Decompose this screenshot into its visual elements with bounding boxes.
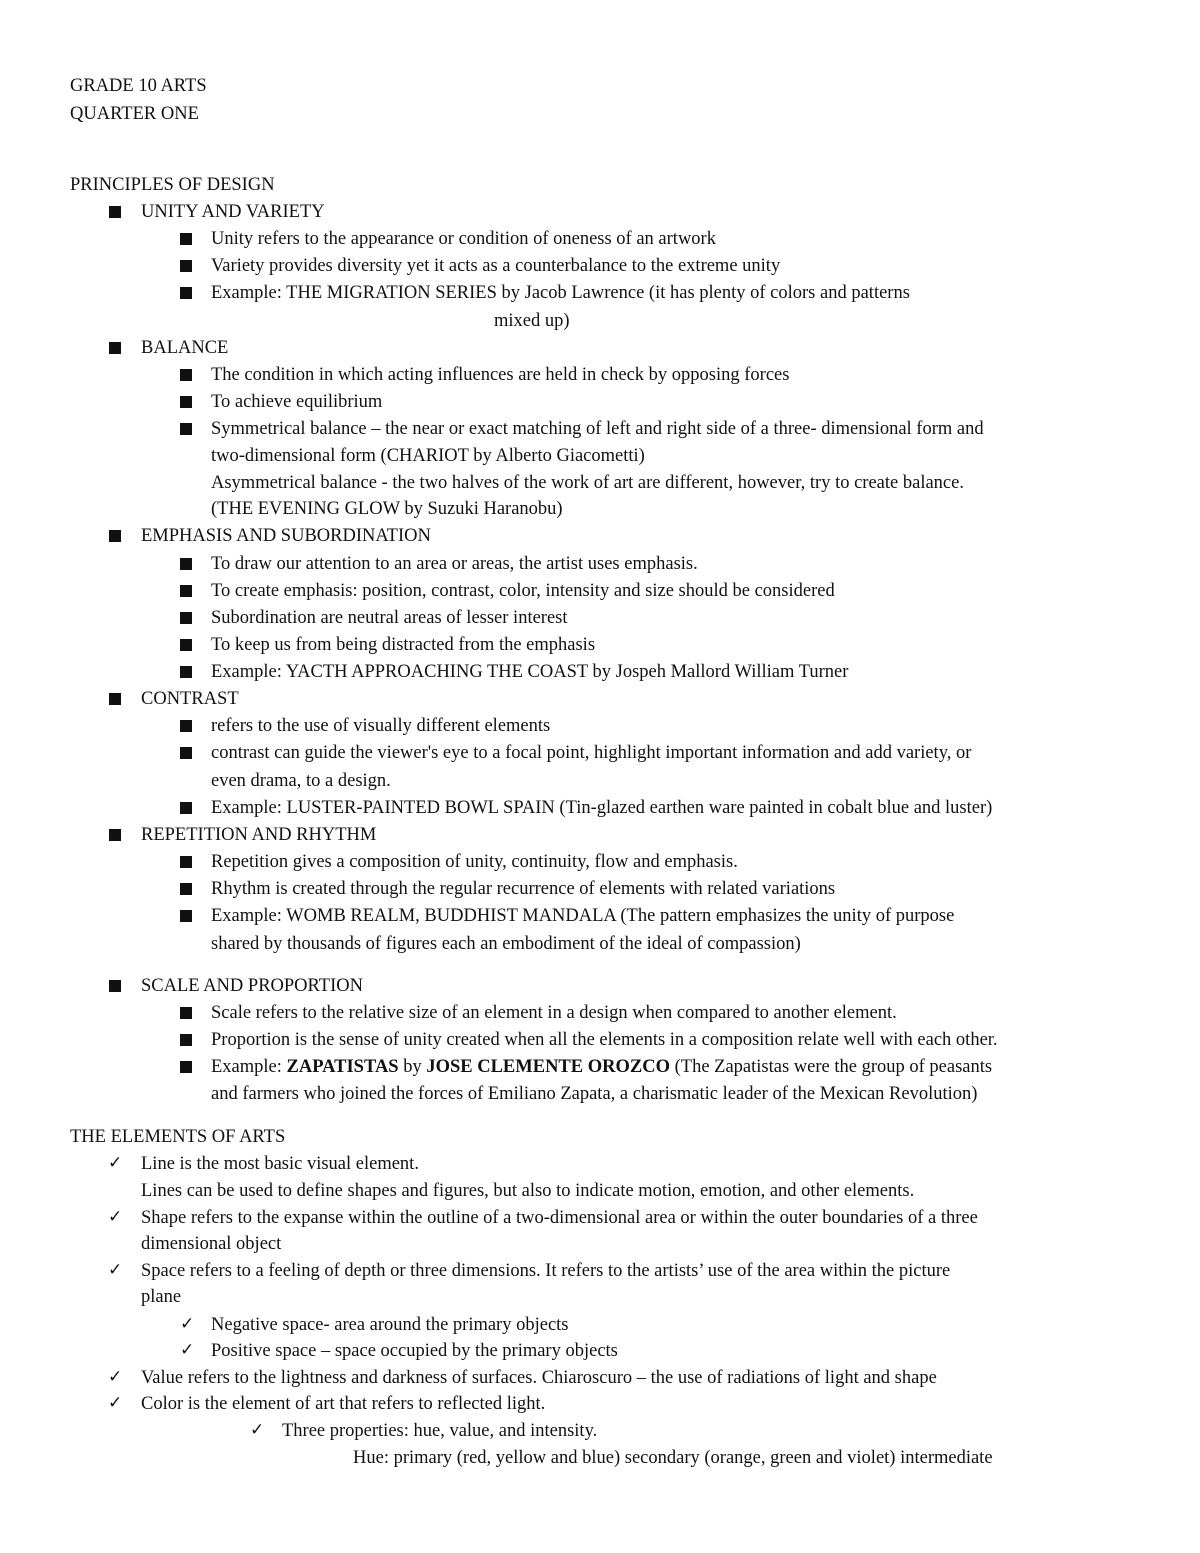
list-item: To draw our attention to an area or areas, the artist uses emphasis.	[211, 554, 698, 574]
list-item: refers to the use of visually different elements	[211, 716, 551, 736]
list-item: Scale refers to the relative size of an element in a design when compared to another element.	[211, 1003, 897, 1023]
square-bullet-icon	[109, 206, 121, 218]
example-description: (The Zapatistas were the group of peasants	[669, 1057, 993, 1077]
list-item: Subordination are neutral areas of lesser interest	[211, 608, 568, 628]
square-bullet-icon	[180, 1007, 192, 1019]
list-item: Proportion is the sense of unity created when all the elements in a composition relate well with each other.	[211, 1030, 998, 1050]
square-bullet-icon	[180, 558, 192, 570]
list-item: contrast can guide the viewer's eye to a focal point, highlight important information and add variety, or	[211, 743, 972, 763]
list-item: To achieve equilibrium	[211, 392, 383, 412]
list-item: Positive space – space occupied by the primary objects	[211, 1341, 618, 1361]
list-item-continuation: Hue: primary (red, yellow and blue) secondary (orange, green and violet) intermediate	[353, 1448, 993, 1468]
checkmark-icon: ✓	[108, 1393, 123, 1413]
list-item: Negative space- area around the primary objects	[211, 1315, 569, 1335]
list-item: Line is the most basic visual element.	[141, 1154, 419, 1174]
square-bullet-icon	[109, 530, 121, 542]
artist-name: JOSE CLEMENTE OROZCO	[426, 1057, 670, 1077]
list-item: Variety provides diversity yet it acts as a counterbalance to the extreme unity	[211, 256, 781, 276]
square-bullet-icon	[180, 612, 192, 624]
list-item: Space refers to a feeling of depth or three dimensions. It refers to the artists’ use of the area within the picture	[141, 1261, 951, 1281]
list-item-continuation: Lines can be used to define shapes and figures, but also to indicate motion, emotion, and other elements.	[141, 1181, 915, 1201]
square-bullet-icon	[180, 856, 192, 868]
list-item: Shape refers to the expanse within the outline of a two-dimensional area or within the outer boundaries of a three	[141, 1208, 978, 1228]
checkmark-icon: ✓	[108, 1367, 123, 1387]
list-item: Color is the element of art that refers to reflected light.	[141, 1394, 546, 1414]
square-bullet-icon	[180, 423, 192, 435]
list-item: Example: LUSTER-PAINTED BOWL SPAIN (Tin-glazed earthen ware painted in cobalt blue and luster)	[211, 798, 993, 818]
square-bullet-icon	[180, 396, 192, 408]
square-bullet-icon	[180, 233, 192, 245]
checkmark-icon: ✓	[108, 1207, 123, 1227]
list-item: To keep us from being distracted from the emphasis	[211, 635, 596, 655]
list-item: Unity refers to the appearance or condition of oneness of an artwork	[211, 229, 716, 249]
heading-scale: SCALE AND PROPORTION	[141, 976, 363, 996]
square-bullet-icon	[180, 369, 192, 381]
checkmark-icon: ✓	[108, 1260, 123, 1280]
square-bullet-icon	[180, 720, 192, 732]
list-item-continuation: (THE EVENING GLOW by Suzuki Haranobu)	[211, 499, 563, 519]
list-item-continuation: even drama, to a design.	[211, 771, 391, 791]
list-item-continuation: Asymmetrical balance - the two halves of the work of art are different, however, try to create balance.	[211, 473, 964, 493]
example-prefix: Example:	[211, 1057, 287, 1077]
by-word: by	[398, 1057, 427, 1077]
list-item: Example: THE MIGRATION SERIES by Jacob Lawrence (it has plenty of colors and patterns	[211, 283, 910, 303]
square-bullet-icon	[109, 342, 121, 354]
list-item: Three properties: hue, value, and intensity.	[282, 1421, 598, 1441]
doc-title-quarter: QUARTER ONE	[70, 104, 199, 124]
square-bullet-icon	[180, 287, 192, 299]
square-bullet-icon	[109, 693, 121, 705]
heading-contrast: CONTRAST	[141, 689, 239, 709]
section-title-elements: THE ELEMENTS OF ARTS	[70, 1127, 286, 1147]
heading-unity-variety: UNITY AND VARIETY	[141, 202, 325, 222]
square-bullet-icon	[180, 260, 192, 272]
list-item	[211, 1055, 992, 1079]
list-item: Example: WOMB REALM, BUDDHIST MANDALA (The pattern emphasizes the unity of purpose	[211, 906, 955, 926]
square-bullet-icon	[180, 883, 192, 895]
square-bullet-icon	[180, 802, 192, 814]
square-bullet-icon	[180, 1034, 192, 1046]
list-item: Example: YACTH APPROACHING THE COAST by Jospeh Mallord William Turner	[211, 662, 849, 682]
square-bullet-icon	[180, 666, 192, 678]
heading-repetition: REPETITION AND RHYTHM	[141, 825, 377, 845]
square-bullet-icon	[180, 639, 192, 651]
checkmark-icon: ✓	[108, 1153, 123, 1173]
checkmark-icon: ✓	[250, 1420, 265, 1440]
checkmark-icon: ✓	[180, 1340, 195, 1360]
square-bullet-icon	[109, 829, 121, 841]
heading-balance: BALANCE	[141, 338, 229, 358]
list-item-continuation: mixed up)	[494, 311, 570, 331]
doc-title-grade: GRADE 10 ARTS	[70, 76, 207, 96]
heading-emphasis: EMPHASIS AND SUBORDINATION	[141, 526, 431, 546]
list-item-continuation: plane	[141, 1287, 182, 1307]
section-title-principles: PRINCIPLES OF DESIGN	[70, 175, 275, 195]
square-bullet-icon	[180, 910, 192, 922]
list-item: Repetition gives a composition of unity, continuity, flow and emphasis.	[211, 852, 738, 872]
list-item: To create emphasis: position, contrast, color, intensity and size should be considered	[211, 581, 835, 601]
list-item: Rhythm is created through the regular recurrence of elements with related variations	[211, 879, 836, 899]
square-bullet-icon	[180, 585, 192, 597]
checkmark-icon: ✓	[180, 1314, 195, 1334]
artwork-title: ZAPATISTAS	[286, 1057, 399, 1077]
square-bullet-icon	[180, 747, 192, 759]
list-item-continuation: shared by thousands of figures each an embodiment of the ideal of compassion)	[211, 934, 801, 954]
list-item-continuation: two-dimensional form (CHARIOT by Alberto Giacometti)	[211, 446, 645, 466]
list-item: Value refers to the lightness and darkness of surfaces. Chiaroscuro – the use of radiations of light and shape	[141, 1368, 937, 1388]
list-item: The condition in which acting influences are held in check by opposing forces	[211, 365, 790, 385]
list-item-continuation: and farmers who joined the forces of Emiliano Zapata, a charismatic leader of the Mexican Revolution)	[211, 1084, 978, 1104]
square-bullet-icon	[109, 980, 121, 992]
square-bullet-icon	[180, 1061, 192, 1073]
list-item: Symmetrical balance – the near or exact matching of left and right side of a three- dimensional form and	[211, 419, 984, 439]
list-item-continuation: dimensional object	[141, 1234, 282, 1254]
